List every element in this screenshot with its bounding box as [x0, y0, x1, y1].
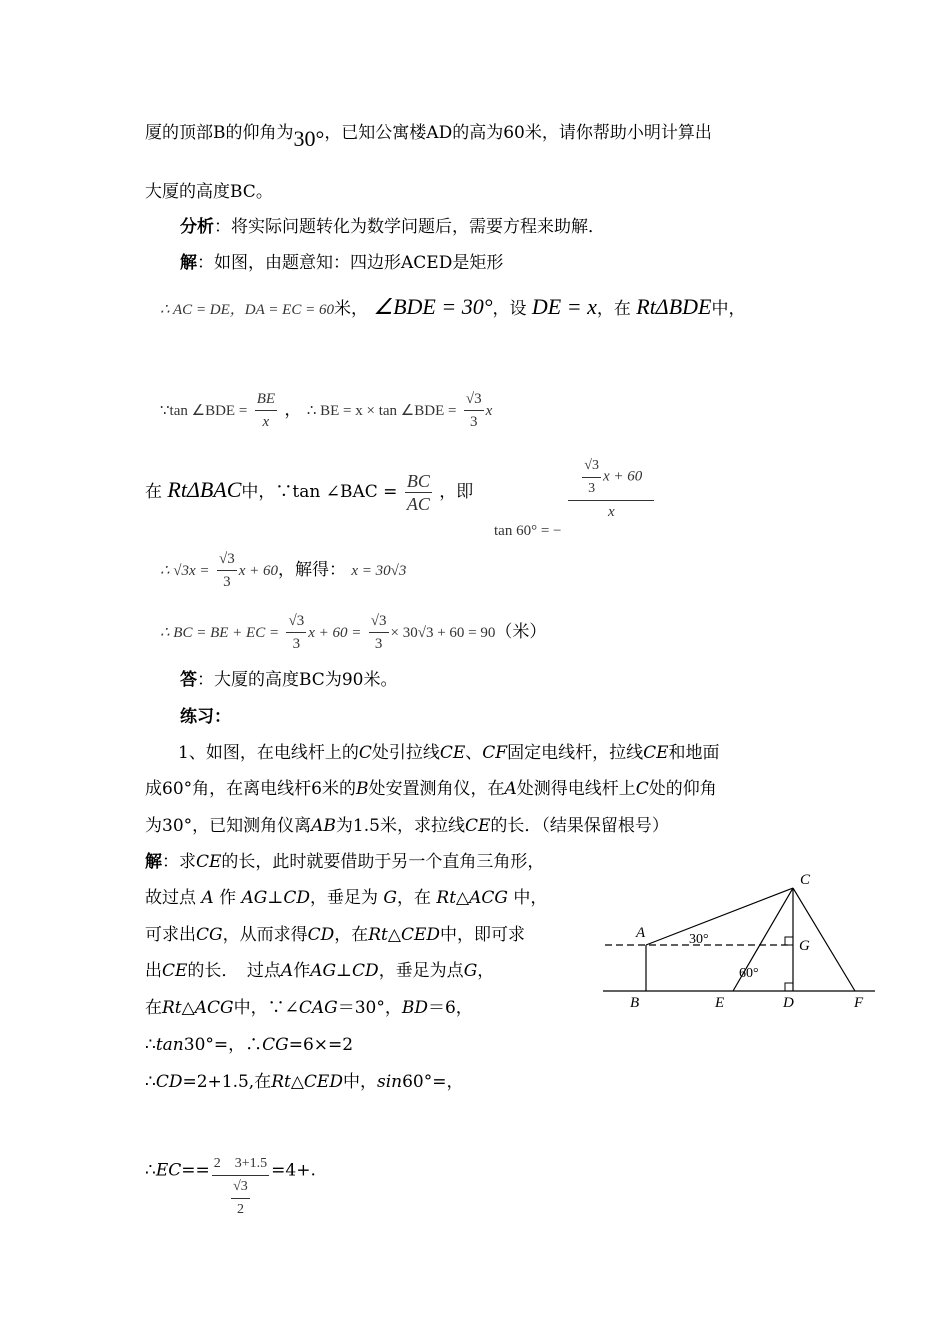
numerator: √3 [464, 388, 484, 411]
angle-label-60: 60° [739, 966, 759, 981]
angle-label-30: 30° [689, 932, 709, 947]
denominator: x [607, 504, 615, 520]
text: 30°=，∴ [183, 1035, 263, 1055]
denominator: 2 [236, 1202, 244, 1217]
numerator: √3 [217, 548, 237, 571]
label-g: G [799, 938, 810, 954]
sol2-line-8 [145, 1137, 316, 1217]
q1-line-2 [145, 778, 717, 800]
fraction-root3-3 [286, 610, 306, 655]
angle-30: 30° [293, 126, 325, 151]
math: x + 60 [602, 468, 643, 485]
segment-ac [646, 888, 793, 945]
math: x + 60 [238, 563, 278, 579]
fraction-root3-3 [464, 388, 484, 433]
math: ∴ BC = BE + EC = [160, 625, 280, 641]
text: 作 [219, 888, 237, 908]
q1-line-1 [178, 742, 720, 764]
text: ， [284, 400, 302, 420]
text: 米， [333, 299, 368, 319]
denominator [212, 1176, 269, 1221]
text: 的长，此时就要借助于另一个直角三角形， [221, 852, 545, 872]
text: ∴ [145, 1160, 156, 1181]
text: ，在 [396, 888, 431, 908]
label-c: C [800, 872, 811, 888]
var: A [201, 888, 214, 908]
math: x [485, 403, 493, 419]
answer-text: ：大厦的高度BC为90米。 [197, 670, 398, 690]
var: CE [162, 961, 188, 981]
text: ：求 [162, 852, 196, 872]
math: ∵tan ∠BDE = [160, 403, 248, 419]
text: 60°=， [402, 1072, 464, 1092]
fraction-root3-3 [582, 455, 601, 500]
text: 1、如图，在电线杆上的 [178, 743, 359, 763]
var: AB [311, 816, 336, 836]
text: ∴ [145, 1035, 156, 1055]
sol2-line-6 [145, 1034, 353, 1056]
var: CAG [298, 998, 338, 1018]
text: 出 [145, 961, 162, 981]
text: =2+1.5,在 [182, 1072, 272, 1092]
var: BD [401, 998, 428, 1018]
text: 中，∵∠ [233, 998, 299, 1018]
text: 为30°，已知测角仪离 [145, 816, 312, 836]
denominator: 3 [223, 574, 231, 590]
text: 的长．（结果保留根号） [490, 816, 669, 836]
practice-label: 练习： [180, 707, 231, 727]
text: 处引拉线 [371, 743, 440, 763]
text: ，从而求得 [222, 925, 308, 945]
ec-fraction [212, 1153, 269, 1221]
var: tan [155, 1035, 184, 1055]
var: CE [439, 743, 466, 763]
math: RtΔBDE [636, 294, 712, 319]
solution-label: 解 [180, 253, 197, 273]
para-line-1 [145, 120, 712, 151]
denominator: AC [406, 494, 430, 514]
text: ，在 [334, 925, 369, 945]
text: 在 [145, 998, 162, 1018]
fraction-bc-ac [405, 470, 432, 515]
text: 处的仰角 [648, 779, 717, 799]
numerator: √3 [231, 1176, 250, 1199]
answer-line [180, 669, 397, 691]
math: DE = x [531, 294, 597, 319]
solution-text: ：如图，由题意知：四边形ACED是矩形 [197, 253, 504, 273]
sol2-line-7 [145, 1071, 464, 1093]
math: ∴ √3x = [160, 563, 210, 579]
math: tan 60° = − [494, 523, 562, 539]
text: ， [477, 961, 495, 981]
text: ，垂足为点 [378, 961, 464, 981]
text: 在 [145, 482, 162, 502]
solution-line [180, 252, 503, 274]
equation-bc [160, 610, 546, 655]
text: 中， [513, 888, 548, 908]
var: CG [196, 925, 223, 945]
fraction-root3-3 [217, 548, 237, 593]
text: ，垂足为 [309, 888, 378, 908]
compound-fraction [568, 455, 654, 523]
var: G [463, 961, 478, 981]
var: Rt△CED [271, 1072, 343, 1092]
fraction-be-x [255, 388, 277, 433]
var: sin [376, 1072, 403, 1092]
numerator: 2 3+1.5 [212, 1153, 269, 1176]
answer-label: 答 [180, 670, 197, 690]
text: ，在 [596, 299, 631, 319]
analysis-line [180, 216, 605, 238]
sol2-line-3 [145, 924, 525, 946]
text: ＝30°， [337, 998, 402, 1018]
var: EC [155, 1160, 182, 1181]
math: × 30√3 + 60 = 90 [390, 625, 496, 641]
math: x + 60 = [308, 625, 362, 641]
q1-line-3 [145, 815, 669, 837]
var: C [358, 743, 372, 763]
label-a: A [636, 925, 646, 941]
equation-bac [145, 470, 473, 515]
text: ∴ [145, 1072, 156, 1092]
numerator: BE [255, 388, 277, 411]
equation-1 [160, 296, 745, 321]
label-d: D [783, 995, 794, 1011]
var: CD [307, 925, 335, 945]
var: CF [482, 743, 508, 763]
var: AG⊥CD [241, 888, 310, 908]
numerator: √3 [286, 610, 306, 633]
denominator: x [262, 414, 270, 430]
sol2-line-4 [145, 960, 494, 982]
text: 可求出 [145, 925, 196, 945]
var: B [355, 779, 369, 799]
text: 为1.5米，求拉线 [335, 816, 465, 836]
sol2-label: 解 [145, 852, 162, 872]
equation-solve [160, 548, 406, 593]
text: 的长． 过点 [187, 961, 281, 981]
var: CE [196, 852, 222, 872]
text: 处测得电线杆上 [516, 779, 636, 799]
sol2-line-1 [145, 851, 544, 873]
text: 故过点 [145, 888, 196, 908]
numerator: √3 [582, 455, 601, 478]
denominator: 3 [588, 481, 596, 496]
label-b: B [630, 995, 640, 1011]
text: ，即 [439, 482, 474, 502]
label-e: E [715, 995, 725, 1011]
var: CG [262, 1035, 289, 1055]
right-angle-d [785, 983, 793, 991]
para-line-2 [145, 181, 273, 203]
math: ∴ BE = x × tan ∠BDE = [306, 403, 457, 419]
right-angle-g [785, 937, 793, 945]
text: 中， [342, 1072, 377, 1092]
text: =4+. [271, 1160, 316, 1181]
var: CE [464, 816, 491, 836]
var: Rt△ACG [436, 888, 508, 908]
math: RtΔBAC [167, 477, 242, 502]
var: Rt△ACG [162, 998, 234, 1018]
text: 固定电线杆，拉线 [507, 743, 644, 763]
var: Rt△CED [368, 925, 440, 945]
var: CD [155, 1072, 183, 1092]
equation-tan60 [494, 455, 656, 539]
text: 、 [465, 743, 483, 763]
analysis-label: 分析 [180, 217, 214, 237]
var: A [280, 961, 294, 981]
text: 中，∵tan ∠BAC = [241, 482, 398, 502]
text: 中，即可求 [440, 925, 525, 945]
analysis-text: ：将实际问题转化为数学问题后，需要方程来助解． [214, 217, 605, 237]
practice-heading [180, 706, 231, 728]
fraction-root3-3 [369, 610, 389, 655]
text: 厦的顶部B的仰角为 [145, 123, 294, 143]
math: ∴ AC = DE，DA = EC = 60 [160, 302, 334, 318]
numerator: √3 [369, 610, 389, 633]
text: == [181, 1160, 210, 1181]
text: 成60°角，在离电线杆6米的 [145, 779, 356, 799]
equation-tan [160, 388, 492, 433]
sol2-line-2 [145, 887, 547, 909]
text: 大厦的高度BC。 [145, 182, 273, 202]
var: C [635, 779, 649, 799]
text: ，已知公寓楼AD的高为60米，请你帮助小明计算出 [324, 123, 712, 143]
geometry-diagram [600, 868, 880, 1013]
text: 中， [711, 299, 746, 319]
text: 处安置测角仪，在 [368, 779, 505, 799]
text: ＝6， [427, 998, 473, 1018]
text: =6×=2 [288, 1035, 354, 1055]
label-f: F [854, 995, 864, 1011]
math: ∠BDE = 30° [373, 294, 493, 319]
var: A [504, 779, 517, 799]
denominator: 3 [374, 636, 383, 652]
denominator: 3 [292, 636, 301, 652]
numerator: BC [406, 471, 430, 491]
fraction-root3-2 [231, 1176, 250, 1221]
var: G [383, 888, 397, 908]
math: x = 30√3 [351, 563, 407, 579]
numerator [568, 455, 654, 501]
text: ，解得： [277, 560, 346, 580]
sol2-line-5 [145, 997, 473, 1019]
var: AG⊥CD [310, 961, 379, 981]
text: （米） [495, 622, 547, 642]
text: ，设 [492, 299, 527, 319]
text: 和地面 [668, 743, 720, 763]
denominator: 3 [469, 414, 478, 430]
text: 作 [293, 961, 311, 981]
var: CE [643, 743, 669, 763]
